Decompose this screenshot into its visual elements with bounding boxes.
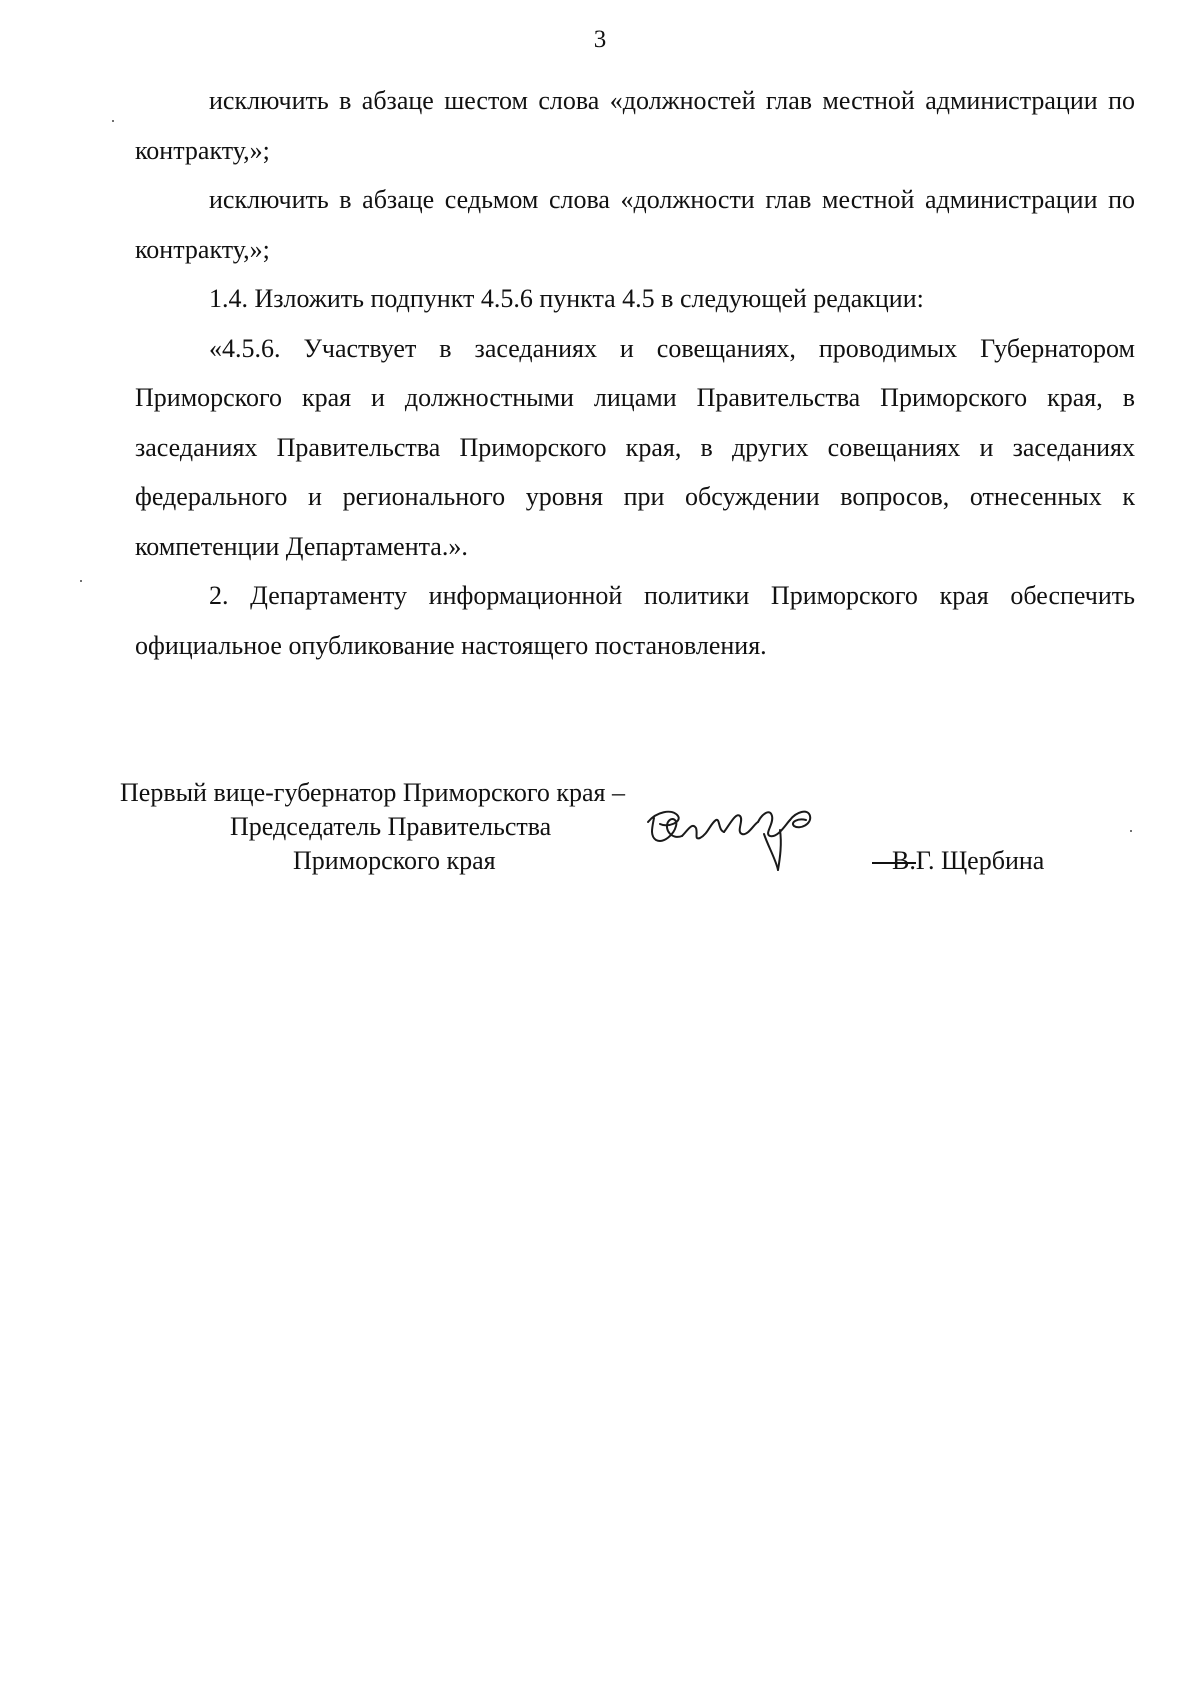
paragraph-exclude-seventh: исключить в абзаце седьмом слова «должности глав местной администрации по контракту,»;: [135, 185, 1135, 264]
signature-block: [120, 776, 1120, 936]
position-line-3: Приморского края: [293, 846, 496, 875]
page-number: 3: [593, 26, 607, 53]
paragraph-new-wording: «4.5.6. Участвует в заседаниях и совещаниях, проводимых Губернатором Приморского края и должностными лицами Правительства Приморского края, в заседаниях Правительства Приморского края, в других совещаниях и заседаниях федерального и регионального уровня при обсуждении вопросов, отнесенных к компетенции Департамента.».: [135, 333, 1135, 561]
signer-name: В.Г. Щербина: [892, 846, 1045, 875]
position-line-2: Председатель Правительства: [230, 812, 552, 841]
scan-artifact: [80, 580, 82, 582]
paragraph-publication: 2. Департаменту информационной политики Приморского края обеспечить официальное опубликование настоящего постановления.: [135, 581, 1135, 660]
scan-artifact: [1130, 830, 1132, 832]
paragraph-exclude-sixth: исключить в абзаце шестом слова «должностей глав местной администрации по контракту,»;: [135, 86, 1135, 165]
handwritten-signature-icon: [638, 794, 838, 884]
scan-artifact: [112, 120, 114, 122]
signatory-position: [120, 776, 720, 878]
paragraph-amend-subclause: 1.4. Изложить подпункт 4.5.6 пункта 4.5 в следующей редакции:: [209, 284, 924, 313]
document-body: [135, 76, 1135, 670]
position-line-1: Первый вице-губернатор Приморского края –: [120, 778, 625, 807]
